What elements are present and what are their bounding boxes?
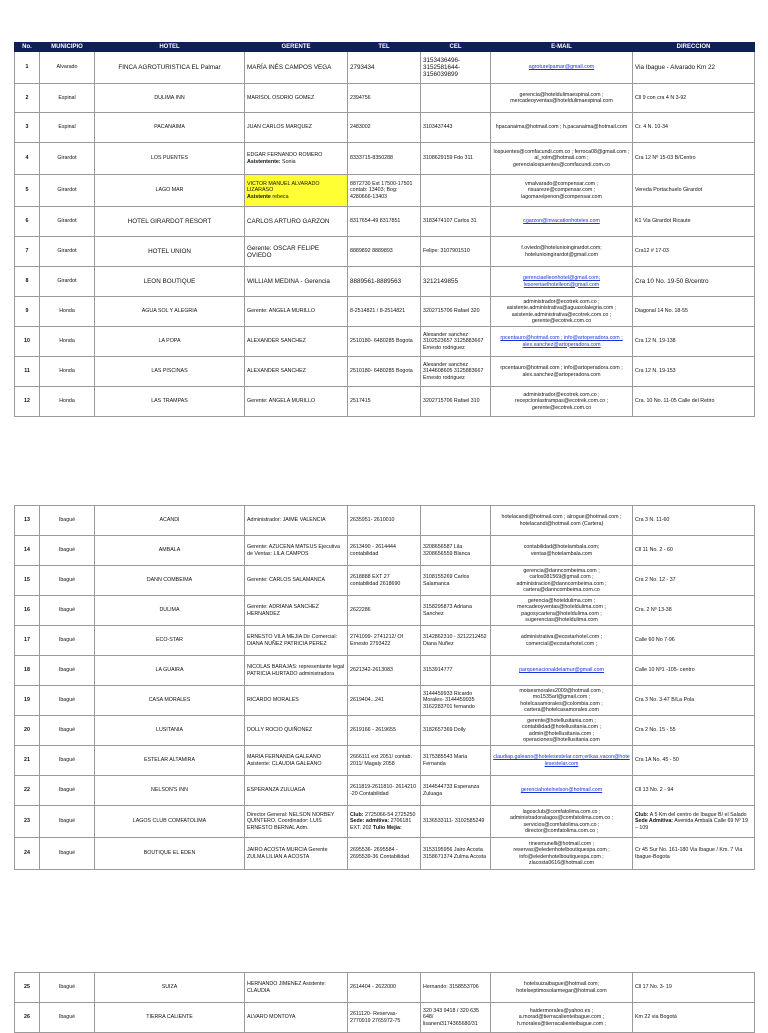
table-row: [15, 536, 755, 566]
row-hotel: LAGOS CLUB COMFATOLIMA: [95, 806, 245, 838]
header-email: E-MAIL: [491, 43, 633, 52]
row-gerente: WILLIAM MEDINA - Gerencia: [245, 267, 348, 297]
row-municipio: Girardot: [40, 207, 95, 237]
row-no: 4: [15, 143, 40, 175]
header-hotel: HOTEL: [95, 43, 245, 52]
row-direccion: Cll 13 No. 2 - 94: [633, 776, 755, 806]
row-direccion: Cra 10 No. 19-50 B/centro: [633, 267, 755, 297]
email-link[interactable]: rpcentauro@hotmail.com ; info@artoperadora.com ; alex.sanchez@artoperadora.com: [500, 335, 623, 348]
table-row: [15, 656, 755, 686]
table-row: [15, 566, 755, 596]
row-email: hotelacandi@hotmail.com ; alrogue@hotmail.com ; hotelacandi@hotmail.com (Cartera): [491, 506, 633, 536]
email-link[interactable]: gerenciaelleonhotel@gmail.com; lesoreriaelhotelleon@gmail.com: [523, 275, 600, 288]
header-no: No.: [15, 43, 40, 52]
row-hotel: TIERRA CALIENTE: [95, 1003, 245, 1033]
row-direccion: Cra 12 N. 19-153: [633, 357, 755, 387]
row-gerente: ALEXANDER SANCHEZ: [245, 357, 348, 387]
row-email: vmalvarado@compensar.com ; risuareze@compensar.com ; lagomarelpenon@compensar.com: [491, 175, 633, 207]
row-email: [491, 656, 633, 686]
row-tel: 2741099- 2741212/ Of Ernesto 2793422: [348, 626, 421, 656]
row-tel: 8317654-49 8317851: [348, 207, 421, 237]
row-tel: 8889561-8889563: [348, 267, 421, 297]
row-direccion: Cra 2 No. 15 - 55: [633, 716, 755, 746]
row-cel: 3103437443: [421, 113, 491, 143]
row-hotel: PACANAIMA: [95, 113, 245, 143]
row-municipio: Girardot: [40, 237, 95, 267]
row-cel: Felipe: 3107901510: [421, 237, 491, 267]
row-hotel: HOTEL UNION: [95, 237, 245, 267]
row-municipio: Ibagué: [40, 1003, 95, 1033]
row-hotel: NELSON'S INN: [95, 776, 245, 806]
row-hotel: LAS PISCINAS: [95, 357, 245, 387]
row-hotel: ECO-STAR: [95, 626, 245, 656]
header-gerente: GERENTE: [245, 43, 348, 52]
row-hotel: LEON BOUTIQUE: [95, 267, 245, 297]
row-no: 6: [15, 207, 40, 237]
row-municipio: Honda: [40, 357, 95, 387]
row-no: 24: [15, 838, 40, 870]
row-municipio: Ibagué: [40, 746, 95, 776]
header-tel: TEL: [348, 43, 421, 52]
row-gerente: MARÍA INÉS CAMPOS VEGA: [245, 52, 348, 84]
row-email: f.oviedo@hotelunioingirardot.com; hotelunioingirardot@gmail.com: [491, 237, 633, 267]
row-hotel: DULIMA INN: [95, 84, 245, 113]
row-direccion: Cra 12 N. 19-138: [633, 327, 755, 357]
row-email: lagosclub@comfatolima.com.co ; administradoralagos@comfatolima.com.co ; servicios@comfatolima.com.co ; director@comfatolima.com.co ;: [491, 806, 633, 838]
row-municipio: Ibagué: [40, 838, 95, 870]
row-gerente: Gerente: ANGELA MURILLO: [245, 387, 348, 417]
asistente-name: rebeca: [272, 193, 289, 200]
table-row: [15, 686, 755, 716]
row-direccion: Cra. 2 Nº 13-38: [633, 596, 755, 626]
row-cel: [421, 175, 491, 207]
row-email: [491, 746, 633, 776]
email-link[interactable]: claudiap.galeano@hotelesestelar.com;erikas.vacon@hotelesestelar.com: [493, 754, 630, 767]
table-row: [15, 237, 755, 267]
row-no: 19: [15, 686, 40, 716]
row-no: 20: [15, 716, 40, 746]
row-hotel: BOUTIQUE EL EDEN: [95, 838, 245, 870]
row-hotel: ESTELAR ALTAMIRA: [95, 746, 245, 776]
row-tel: 8-2514821 / 8-2514821: [348, 297, 421, 327]
row-gerente: Gerente: ANGELA MURILLO: [245, 297, 348, 327]
table-row: [15, 113, 755, 143]
row-direccion: Cll 9 con cra 4 N 3-92: [633, 84, 755, 113]
row-tel: 2619166 - 2619655: [348, 716, 421, 746]
tel-club: 2725066-54 2725250: [365, 812, 416, 819]
tel-label-tulio: Tulio Mejia:: [372, 824, 402, 831]
row-gerente: Administrador: JAIME VALENCIA: [245, 506, 348, 536]
table-row: [15, 626, 755, 656]
row-hotel: FINCA AGROTURISTICA EL Palmar: [95, 52, 245, 84]
row-gerente: JUAN CARLOS MARQUEZ: [245, 113, 348, 143]
row-email: hpacanaima@hotmail.com ; h.pacanaima@hotmail.com: [491, 113, 633, 143]
row-no: 2: [15, 84, 40, 113]
row-direccion: Calle 10 Nº1 -105- centro: [633, 656, 755, 686]
row-direccion: Cr. 4 N. 10-34: [633, 113, 755, 143]
row-email: gerencia@hoteldulimaespinal.com ; mercadeoyventas@hoteldulimaespinal.com: [491, 84, 633, 113]
row-hotel: LAS TRAMPAS: [95, 387, 245, 417]
row-municipio: Ibagué: [40, 686, 95, 716]
email-link[interactable]: parquenacionaldelamur@gmail.com: [519, 667, 604, 674]
row-cel: 320 343 9418 / 320 635 648/ lisaneni3174365680/31: [421, 1003, 491, 1033]
row-cel: 3212149855: [421, 267, 491, 297]
row-gerente: MARIA FERNANDA GALEANO Asistente: CLAUDIA GALEANO: [245, 746, 348, 776]
row-municipio: Espinal: [40, 113, 95, 143]
row-cel: [421, 84, 491, 113]
tel-sede: 2706181 EXT. 202: [350, 818, 412, 831]
hotel-table-page-1: [14, 42, 755, 417]
row-tel: 2611120- Reservas- 2770919 2765972-75: [348, 1003, 421, 1033]
row-hotel: DULIMA: [95, 596, 245, 626]
table-row: [15, 84, 755, 113]
row-email: administrador@ecotrek.com.co ; recepcionlastrampas@ecotrek.com.co ; gerente@ecotrek.com.co: [491, 387, 633, 417]
table-row: [15, 357, 755, 387]
table-row: [15, 387, 755, 417]
row-gerente: RICARDO MORALES: [245, 686, 348, 716]
row-cel: 3158295873 Adriana Sanchez: [421, 596, 491, 626]
row-cel: 3183474107 Carlos 31: [421, 207, 491, 237]
row-hotel: DANN COMBEIMA: [95, 566, 245, 596]
row-cel: 3108155269 Carlos Salamanca: [421, 566, 491, 596]
row-email: administrativa@ecostarhotel.com ; comercial@ecostarhotel.com ;: [491, 626, 633, 656]
hotel-table-page-2: [14, 505, 755, 870]
row-email: gerencia@hoteldulima.com ; mercadeoyventas@hoteldulima.com ; pagosycartera@hoteldulima.com ; sugerencias@hoteldulima.com: [491, 596, 633, 626]
row-cel: 3108629159 Fdo 311: [421, 143, 491, 175]
tel-label-sede: Sede: admitiva:: [350, 818, 390, 825]
row-no: 11: [15, 357, 40, 387]
table-row: [15, 1003, 755, 1033]
row-email: [491, 52, 633, 84]
row-gerente: DOLLY ROCIO QUIÑONEZ: [245, 716, 348, 746]
table-row: [15, 143, 755, 175]
row-no: 8: [15, 267, 40, 297]
row-municipio: Ibagué: [40, 806, 95, 838]
row-cel: 3208656587 Lila 3208656559 Blanca: [421, 536, 491, 566]
row-tel: 2622286: [348, 596, 421, 626]
row-no: 23: [15, 806, 40, 838]
row-direccion: Cll 17 No. 3- 19: [633, 973, 755, 1003]
row-gerente: ALEXANDER SANCHEZ: [245, 327, 348, 357]
row-email: administrador@ecotrek.com.co ; asistente.administrativa@aguasolalegria.com ; asistente.administrativa@ecotrek.com.co ; gerente@ecotrek.com.co: [491, 297, 633, 327]
row-tel: 2611819-2611810- 2614210 -20 Contabilidad: [348, 776, 421, 806]
row-gerente: [245, 143, 348, 175]
row-hotel: AGUA SOL Y ALEGRIA: [95, 297, 245, 327]
row-cel: 3136533111- 3102585249: [421, 806, 491, 838]
table-row: [15, 175, 755, 207]
table-row: [15, 596, 755, 626]
table-row: [15, 267, 755, 297]
row-tel: 2483002: [348, 113, 421, 143]
row-direccion: Cra12 # 17-03: [633, 237, 755, 267]
row-tel: 2695536- 2695584 - 2695539-36 Contabilidad: [348, 838, 421, 870]
row-tel: 2618888 EXT 27 contabilidad 2618690: [348, 566, 421, 596]
row-gerente: NICOLAS BARAJAS: representante legal PATRICIA HURTADO administradora: [245, 656, 348, 686]
gerente-name: VICTOR MANUEL ALVARADO LIZARASO: [247, 181, 320, 194]
row-tel: 2510180- 6480285 Bogota: [348, 327, 421, 357]
row-email: moisesmorales2009@hotmail.com ; mo1535arl@gmail.com ; hotelcasamorales@colombia.com ; cartera@hotelcasamorales.com: [491, 686, 633, 716]
row-hotel: LA GUAIRA: [95, 656, 245, 686]
row-gerente: Gerente: AZUCENA MATEUS Ejecutiva de Ventas: LILA CAMPOS: [245, 536, 348, 566]
row-cel: 3182657369 Dolly: [421, 716, 491, 746]
row-no: 21: [15, 746, 40, 776]
row-no: 12: [15, 387, 40, 417]
row-direccion: [633, 806, 755, 838]
row-cel: 3144544733 Esperanza Zuluaga: [421, 776, 491, 806]
row-municipio: Ibagué: [40, 596, 95, 626]
row-tel: 2666111 ext 2051/ contab. 2011/ Magaly 2058: [348, 746, 421, 776]
table-row: [15, 506, 755, 536]
row-hotel: LA POPA: [95, 327, 245, 357]
row-email: gerencia@danncombeima.com ; carlos081569@gmail.com ; administracion@danncombeima.com ; cartera@danncombeima.com.co: [491, 566, 633, 596]
row-email: rinesmunelli@hotmail.com ; reservas@eledenhotelboutiquespa.com ; info@eledenhotelboutiquespa.com ; zlacosta0616@hotmail.com: [491, 838, 633, 870]
row-no: 9: [15, 297, 40, 327]
row-email: [491, 327, 633, 357]
row-no: 1: [15, 52, 40, 84]
table-row: [15, 838, 755, 870]
row-email: hotelsuizaibague@hotmail.com; hotelseptimosolarmegar@hotmail.com: [491, 973, 633, 1003]
row-tel: 8872730 Ext 17500-17501 contab: 13403; Bog: 4280666-13403: [348, 175, 421, 207]
row-tel: 2510180- 6480285 Bogota: [348, 357, 421, 387]
row-email: [491, 776, 633, 806]
row-cel: 3175385543 Maria Fernanda: [421, 746, 491, 776]
table-row: [15, 973, 755, 1003]
table-row: [15, 716, 755, 746]
header-direccion: DIRECCION: [633, 43, 755, 52]
row-municipio: Girardot: [40, 175, 95, 207]
row-tel: 8333715-8350288: [348, 143, 421, 175]
row-no: 17: [15, 626, 40, 656]
row-no: 16: [15, 596, 40, 626]
row-hotel: LUSITANIA: [95, 716, 245, 746]
dir-club: A 5 Km del centro de Ibague B/ el Salado: [649, 812, 747, 819]
row-cel: [421, 506, 491, 536]
row-no: 10: [15, 327, 40, 357]
row-cel: Alexander sanchez 3102523657 3125883667 Ernesto rodriguez: [421, 327, 491, 357]
row-cel: 3202715706 Rafael 310: [421, 387, 491, 417]
row-municipio: Honda: [40, 327, 95, 357]
dir-label-club: Club:: [635, 812, 649, 819]
row-gerente-highlighted: [245, 175, 348, 207]
row-hotel: LOS PUENTES: [95, 143, 245, 175]
row-cel: 3142862310 - 3212212452 Diana Nuñez: [421, 626, 491, 656]
row-email: gerente@hotellusitania.com ; contabilidad@hotellusitania.com ; admin@hotellusitania.com ; operaciones@hotellusitania.com: [491, 716, 633, 746]
row-no: 22: [15, 776, 40, 806]
row-municipio: Ibagué: [40, 656, 95, 686]
row-email: [491, 207, 633, 237]
row-tel: 2621342-2613083: [348, 656, 421, 686]
row-municipio: Alvarado: [40, 52, 95, 84]
row-email: lospuentes@comfacundi.com.co ; ferroca08@gmail.com ; al_rolm@hotmail.com ; gerencialospuentes@comfacundi.com.co: [491, 143, 633, 175]
row-tel: 2793434: [348, 52, 421, 84]
row-cel: 3153436496-3152581644-3156039899: [421, 52, 491, 84]
table-row: [15, 297, 755, 327]
row-direccion: Cra 12 Nº 15-03 B/Centro: [633, 143, 755, 175]
row-municipio: Ibagué: [40, 776, 95, 806]
row-no: 18: [15, 656, 40, 686]
row-hotel: CASA MORALES: [95, 686, 245, 716]
table-row: [15, 327, 755, 357]
row-tel: 2635951- 2610010: [348, 506, 421, 536]
row-email: contabilidad@hotelambala.com; ventas@hotelambala.com: [491, 536, 633, 566]
row-gerente: CARLOS ARTURO GARZON: [245, 207, 348, 237]
table-row: [15, 52, 755, 84]
table-row: [15, 776, 755, 806]
table-row: [15, 207, 755, 237]
row-no: 13: [15, 506, 40, 536]
table-row: [15, 806, 755, 838]
row-direccion: Cra 1A No. 45 - 50: [633, 746, 755, 776]
tel-label-club: Club:: [350, 812, 364, 819]
row-no: 26: [15, 1003, 40, 1033]
row-email: haidermorales@yahoo.es ; a.morad@tierracalienteibague.com ; h.morales@tierracalienteibague.com ;: [491, 1003, 633, 1033]
row-tel: [348, 806, 421, 838]
dir-sede: Avenida Ambalá Calle 69 Nº 19 – 109: [635, 818, 748, 831]
row-hotel: AMBALA: [95, 536, 245, 566]
row-cel: Alexander sanchez 3144608605 3125883667 Ernesto rodriguez: [421, 357, 491, 387]
row-municipio: Honda: [40, 297, 95, 327]
row-direccion: Cll 11 No. 2 - 60: [633, 536, 755, 566]
header-municipio: MUNICIPIO: [40, 43, 95, 52]
row-gerente: ALVARO MONTOYA: [245, 1003, 348, 1033]
row-direccion: Cra 2 No. 12 - 37: [633, 566, 755, 596]
row-no: 3: [15, 113, 40, 143]
row-tel: 2394756: [348, 84, 421, 113]
row-gerente: Director General: NELSON NORBEY QUINTERO. Coordinador: LUIS ERNESTO BERNAL Adm.: [245, 806, 348, 838]
row-tel: 8889892 8889893: [348, 237, 421, 267]
row-gerente: Gerente: CARLOS SALAMANCA: [245, 566, 348, 596]
asistente-name: Sonia: [282, 158, 296, 165]
row-gerente: MARISOL OSORIO GOMEZ: [245, 84, 348, 113]
asistente-label: Asistente: [247, 193, 271, 200]
row-direccion: Cra. 10 No. 11-05 Calle del Retiro: [633, 387, 755, 417]
row-direccion: Via Ibague - Alvarado Km 22: [633, 52, 755, 84]
row-tel: 2517415: [348, 387, 421, 417]
row-cel: 3153914777: [421, 656, 491, 686]
row-municipio: Girardot: [40, 267, 95, 297]
row-direccion: Km 22 via Bogotá: [633, 1003, 755, 1033]
row-cel: 3153195956 Jairo Acosta 3158671374 Zulma Acosta: [421, 838, 491, 870]
row-municipio: Espinal: [40, 84, 95, 113]
row-direccion: Calle 60 No 7-96: [633, 626, 755, 656]
row-no: 7: [15, 237, 40, 267]
row-municipio: Ibagué: [40, 626, 95, 656]
row-email: rpcentauro@hotmail.com ; info@artoperadora.com ; alex.sanchez@artoperadora.com: [491, 357, 633, 387]
row-gerente: ERNESTO VILA MEJIA Dir Comercial: DIANA NUÑEZ PATRICIA PEREZ: [245, 626, 348, 656]
row-municipio: Honda: [40, 387, 95, 417]
row-direccion: Diagonal 14 No. 18-55: [633, 297, 755, 327]
row-hotel: HOTEL GIRARDOT RESORT: [95, 207, 245, 237]
row-email: [491, 267, 633, 297]
row-municipio: Ibagué: [40, 716, 95, 746]
row-hotel: ACANDI: [95, 506, 245, 536]
email-link[interactable]: agroturelpamar@gmail.com: [528, 64, 595, 71]
row-municipio: Ibagué: [40, 566, 95, 596]
dir-label-sede: Sede Admitiva:: [635, 818, 674, 825]
row-hotel: SUIZA: [95, 973, 245, 1003]
row-no: 5: [15, 175, 40, 207]
row-municipio: Girardot: [40, 143, 95, 175]
row-tel: 2613490 - 2614444 contabilidad: [348, 536, 421, 566]
header-cel: CEL: [421, 43, 491, 52]
row-gerente: HERNANDO JIMENEZ Asistente: CLAUDIA: [245, 973, 348, 1003]
row-gerente: Gerente: ADRIANA SANCHEZ HERNANDEZ: [245, 596, 348, 626]
row-municipio: Ibagué: [40, 973, 95, 1003]
row-no: 14: [15, 536, 40, 566]
row-direccion: Cr 45 Sur No. 161-180 Via Ibague / Km. 7 Via Ibague-Bogota: [633, 838, 755, 870]
row-cel: Hernando: 3158553706: [421, 973, 491, 1003]
row-hotel: LAGO MAR: [95, 175, 245, 207]
row-no: 25: [15, 973, 40, 1003]
email-link[interactable]: cgarzon@invacationhoteles.com: [523, 218, 600, 225]
email-link[interactable]: gerenciahotelnelson@hotmail.com: [520, 787, 603, 794]
row-cel: 3144459933 Ricardo Morales- 3144459935 3162283701 fernando: [421, 686, 491, 716]
row-gerente: JAIRO ACOSTA MURCIA Gerente ZULMA LILIAN A ACOSTA: [245, 838, 348, 870]
row-tel: 2619404...241: [348, 686, 421, 716]
row-direccion: K1 Via Girardot Ricaute: [633, 207, 755, 237]
asistente-label: Asistentente:: [247, 158, 281, 165]
row-no: 15: [15, 566, 40, 596]
row-cel: 3202715706 Rafael 320: [421, 297, 491, 327]
row-municipio: Ibagué: [40, 536, 95, 566]
row-gerente: ESPERANZA ZULUAGA: [245, 776, 348, 806]
row-direccion: Cra 3 N. 11-60: [633, 506, 755, 536]
table-row: [15, 746, 755, 776]
row-gerente: Gerente: OSCAR FELIPE OVIEDO: [245, 237, 348, 267]
row-direccion: Vereda Portachuelo Girardot: [633, 175, 755, 207]
gerente-name: EDGAR FERNANDO ROMERO: [247, 152, 323, 159]
row-municipio: Ibagué: [40, 506, 95, 536]
table-header-row: [15, 43, 755, 52]
row-tel: 2614404 - 2622000: [348, 973, 421, 1003]
row-direccion: Cra 3 No. 3-47 B/La Pola: [633, 686, 755, 716]
